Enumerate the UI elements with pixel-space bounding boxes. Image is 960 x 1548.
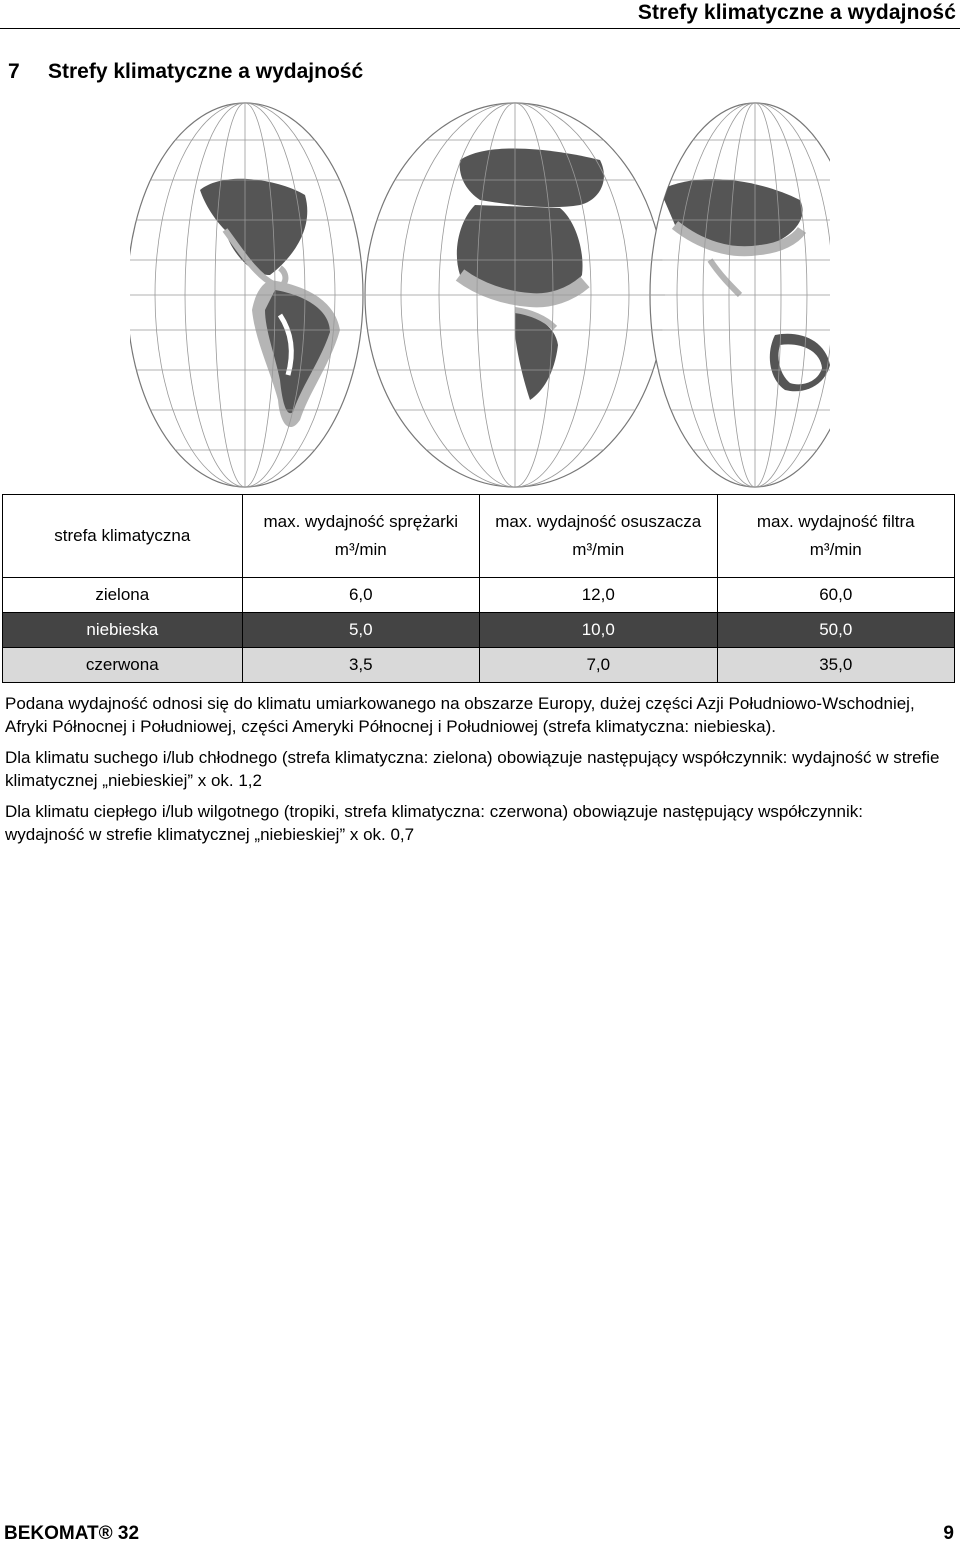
- cell-filter: 50,0: [717, 613, 955, 648]
- cell-compressor: 6,0: [242, 578, 479, 613]
- page-header-title: Strefy klimatyczne a wydajność: [637, 1, 956, 24]
- section-title: Strefy klimatyczne a wydajność: [48, 60, 364, 83]
- table-row: [3, 578, 955, 613]
- cell-zone: czerwona: [3, 648, 243, 683]
- climate-zone-world-map: [130, 100, 830, 495]
- section-number: 7: [8, 60, 20, 83]
- section-heading: [8, 60, 363, 84]
- header-filter-unit: m³/min: [809, 540, 862, 559]
- table-row: [3, 613, 955, 648]
- cell-zone: niebieska: [3, 613, 243, 648]
- header-dryer-label: max. wydajność osuszacza: [495, 512, 702, 531]
- header-divider: [0, 28, 960, 29]
- header-compressor-label: max. wydajność sprężarki: [263, 512, 459, 531]
- header-dryer-unit: m³/min: [572, 540, 625, 559]
- cell-compressor: 5,0: [242, 613, 479, 648]
- table-row: [3, 648, 955, 683]
- cell-dryer: 10,0: [480, 613, 717, 648]
- header-filter-label: max. wydajność filtra: [756, 512, 915, 531]
- cell-filter: 35,0: [717, 648, 955, 683]
- cell-zone: zielona: [3, 578, 243, 613]
- paragraph-dry-cold-factor: Dla klimatu suchego i/lub chłodnego (strefa klimatyczna: zielona) obowiązuje następujący współczynnik: wydajność w strefie klimatycznej „niebieskiej” x ok. 1,2: [5, 748, 940, 790]
- footer-page-number: 9: [943, 1523, 954, 1544]
- table-header-row: [3, 495, 955, 578]
- cell-compressor: 3,5: [242, 648, 479, 683]
- paragraph-warm-humid-factor: Dla klimatu ciepłego i/lub wilgotnego (tropiki, strefa klimatyczna: czerwona) obowiązuje następujący współczynnik: wydajność w strefie klimatycznej „niebieskiej” x ok. 0,7: [5, 802, 863, 844]
- header-zone: strefa klimatyczna: [3, 495, 243, 578]
- cell-dryer: 12,0: [480, 578, 717, 613]
- header-dryer: [480, 495, 717, 578]
- header-compressor: [242, 495, 479, 578]
- header-filter: [717, 495, 955, 578]
- body-text: [5, 692, 945, 854]
- paragraph-temperate-note: Podana wydajność odnosi się do klimatu umiarkowanego na obszarze Europy, dużej części Azji Południowo-Wschodniej, Afryki Północnej i Południowej, części Ameryki Północnej i Południowej (strefa klimatyczna: niebieska).: [5, 694, 915, 736]
- climate-zone-capacity-table: [2, 494, 955, 683]
- cell-filter: 60,0: [717, 578, 955, 613]
- cell-dryer: 7,0: [480, 648, 717, 683]
- header-compressor-unit: m³/min: [334, 540, 387, 559]
- footer-product-name: BEKOMAT® 32: [4, 1523, 140, 1544]
